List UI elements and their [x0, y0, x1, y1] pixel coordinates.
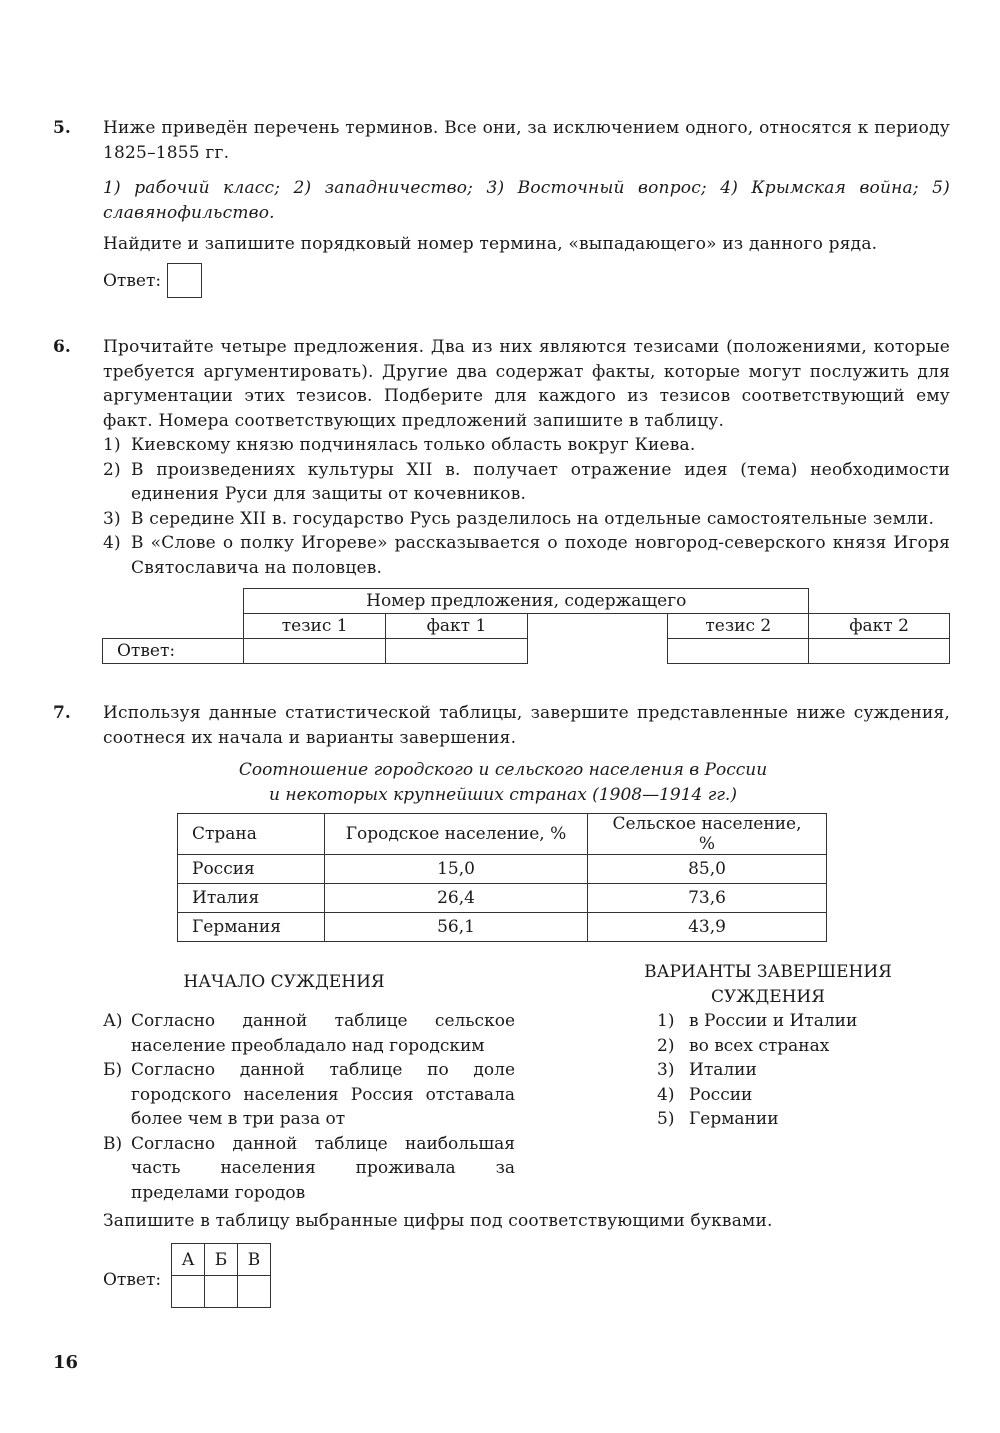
- question-5-number: 5.: [53, 118, 71, 138]
- question-7-number: 7.: [53, 703, 71, 723]
- question-5-instruction: Найдите и запишите порядковый номер термина, «выпадающего» из данного ряда.: [103, 234, 878, 254]
- table-row: Италия 26,4 73,6: [178, 884, 827, 913]
- endings-heading: ВАРИАНТЫ ЗАВЕРШЕНИЯ СУЖДЕНИЯ: [644, 962, 892, 1007]
- col-thesis-1: тезис 1: [244, 614, 386, 639]
- answer-label: Ответ:: [103, 639, 244, 664]
- table-header-row: Страна Городское население, % Сельское население, %: [178, 814, 827, 855]
- list-item: 1) Киевскому князю подчинялась только область вокруг Киева.: [103, 435, 696, 455]
- list-item: 3) Италии: [657, 1060, 757, 1080]
- question-5-terms: 1) рабочий класс; 2) западничество; 3) Восточный вопрос; 4) Крымская война; 5) славянофильство.: [103, 178, 950, 223]
- answer-cell-thesis-2[interactable]: [668, 639, 809, 664]
- answer-cell-v[interactable]: [238, 1276, 271, 1308]
- letter-b: Б: [205, 1244, 238, 1276]
- answer-cell-fact-2[interactable]: [809, 639, 950, 664]
- list-item: 4) России: [657, 1084, 753, 1105]
- letter-a: А: [172, 1244, 205, 1276]
- col-fact-1: факт 1: [386, 614, 528, 639]
- answer-cell-fact-1[interactable]: [386, 639, 528, 664]
- endings-list: [657, 1009, 857, 1132]
- answer-label: Ответ:: [103, 270, 162, 291]
- answer-cell-b[interactable]: [205, 1276, 238, 1308]
- list-item: 4) В «Слове о полку Игореве» рассказывается о походе новгород-северского князя Игоря Святославича на половцев.: [103, 533, 950, 578]
- beginnings-list: [103, 1009, 515, 1205]
- list-item: 2) В произведениях культуры XII в. получает отражение идея (тема) необходимости единения Руси для защиты от кочевников.: [103, 459, 950, 504]
- letter-v: В: [238, 1244, 271, 1276]
- list-item: В) Согласно данной таблице наибольшая часть населения проживала за пределами городов: [103, 1133, 515, 1203]
- question-7-prompt: Используя данные статистической таблицы, завершите представленные ниже суждения, соотнеся их начала и варианты завершения.: [103, 703, 950, 748]
- table-row: Россия 15,0 85,0: [178, 855, 827, 884]
- list-item: А) Согласно данной таблице сельское население преобладало над городским: [103, 1011, 515, 1056]
- question-7-instruction: Запишите в таблицу выбранные цифры под соответствующими буквами.: [103, 1211, 773, 1231]
- question-7-answer-table: [171, 1243, 271, 1308]
- table-title: Соотношение городского и сельского населения в России и некоторых крупнейших странах (1908—1914 гг.): [238, 760, 768, 805]
- table-header: Номер предложения, содержащего: [244, 589, 809, 614]
- beginnings-heading: НАЧАЛО СУЖДЕНИЯ: [183, 972, 385, 992]
- statistics-table: [177, 813, 827, 942]
- page-number: 16: [53, 1352, 79, 1373]
- answer-cell-thesis-1[interactable]: [244, 639, 386, 664]
- list-item: 5) Германии: [657, 1109, 779, 1129]
- col-thesis-2: тезис 2: [668, 614, 809, 639]
- table-row: Германия 56,1 43,9: [178, 913, 827, 942]
- answer-cell-a[interactable]: [172, 1276, 205, 1308]
- answer-box[interactable]: [167, 263, 202, 298]
- question-6-list: [103, 433, 950, 580]
- list-item: Б) Согласно данной таблице по доле городского населения Россия отставала более чем в три раза от: [103, 1060, 515, 1129]
- question-6-prompt: Прочитайте четыре предложения. Два из них являются тезисами (положениями, которые требуется аргументировать). Другие два содержат факты, которые могут послужить для аргументации этих тезисов. Подберите для каждого из тезисов соответствующий ему факт. Номера соответствующих предложений запишите в таблицу.: [103, 337, 950, 431]
- list-item: 2) во всех странах: [657, 1035, 830, 1056]
- question-7-answer-label: Ответ:: [103, 1270, 162, 1290]
- question-6-answer-table: [102, 588, 950, 664]
- list-item: 1) в России и Италии: [657, 1011, 858, 1031]
- list-item: 3) В середине XII в. государство Русь разделилось на отдельные самостоятельные земли.: [103, 508, 935, 529]
- col-fact-2: факт 2: [809, 614, 950, 639]
- question-5-prompt: Ниже приведён перечень терминов. Все они, за исключением одного, относятся к периоду 1825–1855 гг.: [103, 118, 950, 163]
- question-6-number: 6.: [53, 337, 71, 357]
- question-5-answer: [103, 263, 202, 298]
